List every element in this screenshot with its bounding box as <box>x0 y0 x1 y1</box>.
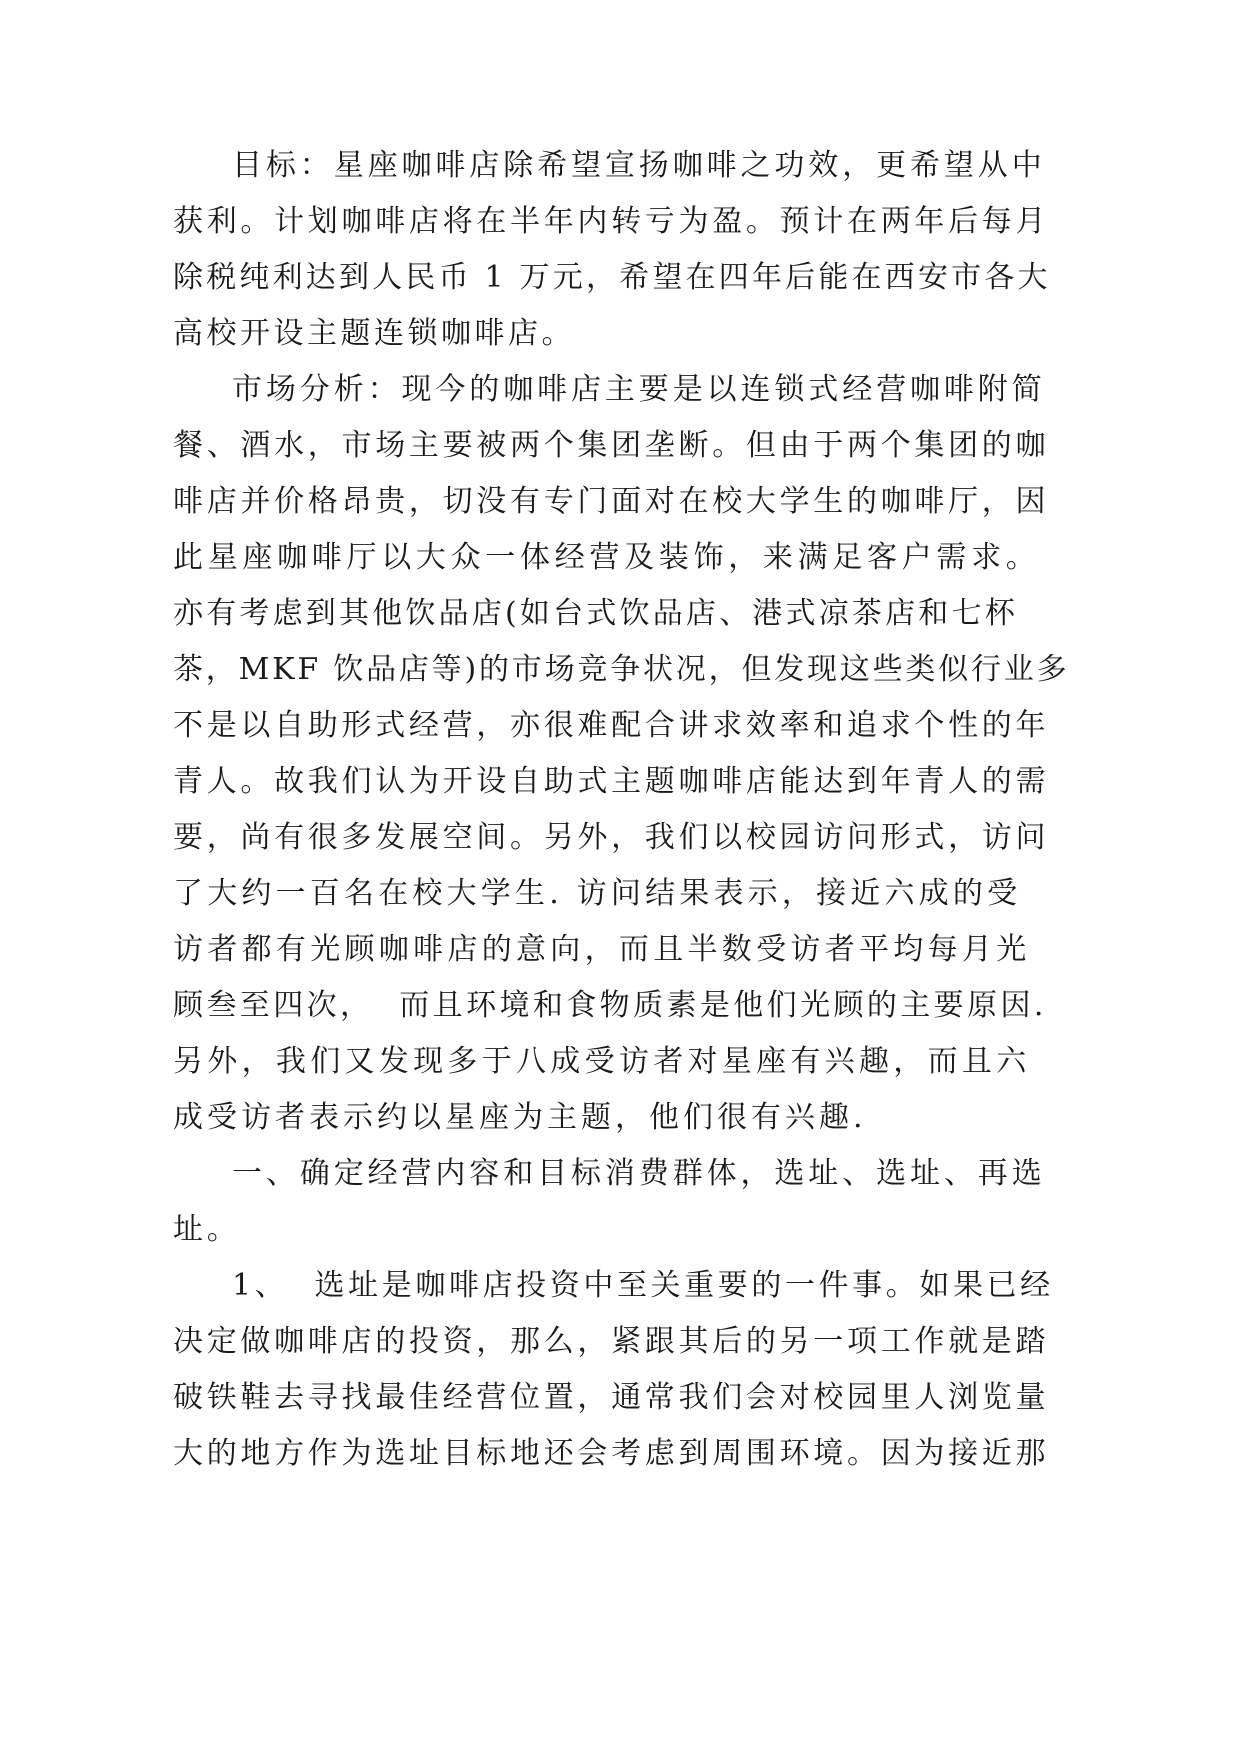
body-line-8: 此星座咖啡厅以大众一体经营及装饰，来满足客户需求。 <box>173 540 1041 575</box>
body-line-21: 1、 选址是咖啡店投资中至关重要的一件事。如果已经 <box>232 1268 1054 1303</box>
body-line-12: 青人。故我们认为开设自助式主题咖啡店能达到年青人的需 <box>173 764 1050 799</box>
body-line-16: 顾叁至四次， 而且环境和食物质素是他们光顾的主要原因. <box>173 988 1047 1023</box>
body-line-23: 破铁鞋去寻找最佳经营位置，通常我们会对校园里人浏览量 <box>173 1380 1050 1415</box>
body-line-11: 不是以自助形式经营，亦很难配合讲求效率和追求个性的年 <box>173 708 1050 743</box>
body-line-1: 目标：星座咖啡店除希望宣扬咖啡之功效，更希望从中 <box>232 148 1046 183</box>
body-line-14: 了大约一百名在校大学生. 访问结果表示，接近六成的受 <box>173 876 1022 911</box>
body-line-13: 要，尚有很多发展空间。另外，我们以校园访问形式，访问 <box>173 820 1050 855</box>
body-line-24: 大的地方作为选址目标地还会考虑到周围环境。因为接近那 <box>173 1436 1050 1471</box>
body-line-6: 餐、酒水，市场主要被两个集团垄断。但由于两个集团的咖 <box>173 428 1050 463</box>
body-line-9: 亦有考虑到其他饮品店(如台式饮品店、港式凉茶店和七杯 <box>173 596 1018 631</box>
section-heading-line-1: 一、确定经营内容和目标消费群体，选址、选址、再选 <box>232 1156 1046 1191</box>
body-line-7: 啡店并价格昂贵，切没有专门面对在校大学生的咖啡厅，因 <box>173 484 1050 519</box>
body-line-22: 决定做咖啡店的投资，那么，紧跟其后的另一项工作就是踏 <box>173 1324 1050 1359</box>
section-heading-line-2: 址。 <box>173 1212 241 1247</box>
body-line-18: 成受访者表示约以星座为主题，他们很有兴趣. <box>173 1100 867 1135</box>
body-line-2: 获利。计划咖啡店将在半年内转亏为盈。预计在两年后每月 <box>173 204 1050 239</box>
body-line-3: 除税纯利达到人民币 1 万元，希望在四年后能在西安市各大 <box>173 260 1051 295</box>
body-line-5: 市场分析：现今的咖啡店主要是以连锁式经营咖啡附简 <box>232 372 1046 407</box>
body-line-4: 高校开设主题连锁咖啡店。 <box>173 316 575 351</box>
body-line-15: 访者都有光顾咖啡店的意向，而且半数受访者平均每月光 <box>173 932 1031 967</box>
body-line-10: 茶，MKF 饮品店等)的市场竞争状况，但发现这些类似行业多 <box>173 652 1070 687</box>
body-line-17: 另外，我们又发现多于八成受访者对星座有兴趣，而且六 <box>173 1044 1031 1079</box>
